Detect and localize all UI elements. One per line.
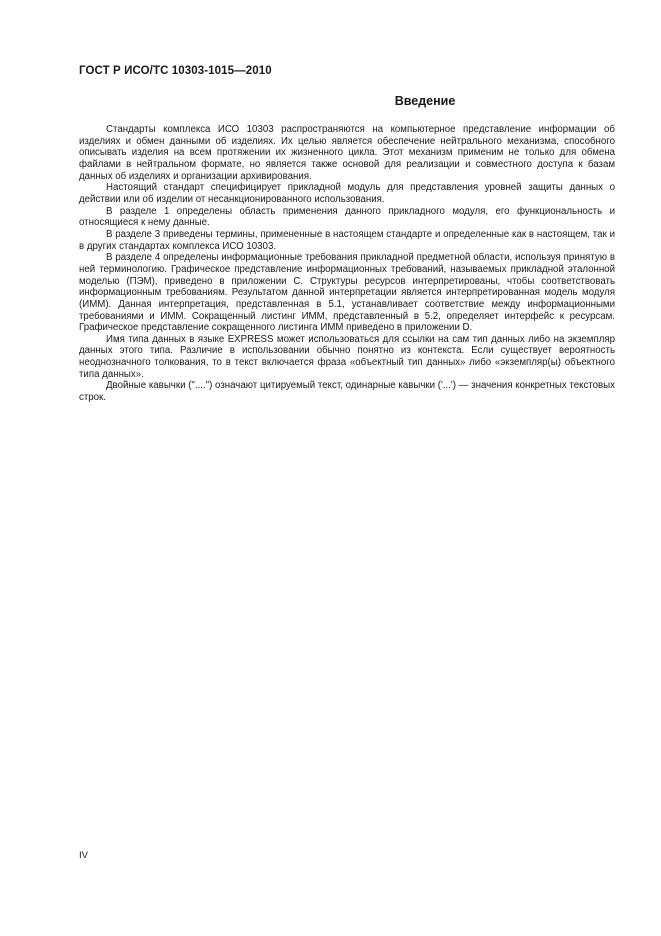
paragraph-section-4: В разделе 4 определены информационные требования прикладной предметной области, используя принятую в ней терминологию. Графическое представление информационных требований, называемых прикладной эталонной моделью (ПЭМ), приведено в приложении С. Структуры ресурсов интерпретированы, чтобы соответствовать информационным требованиям. Результатом данной интерпретации является интерпретированная модель модуля (ИММ). Данная интерпретация, представленная в 5.1, устанавливает соответствие между информационными требованиями и ИММ. Сокращенный листинг ИММ, представленный в 5.2, определяет интерфейс к ресурсам. Графическое представление сокращенного листинга ИММ приведено в приложении D. bbox=[79, 252, 615, 334]
introduction-body bbox=[79, 124, 615, 404]
paragraph-section-3: В разделе 3 приведены термины, примененные в настоящем стандарте и определенные как в настоящем, так и в других стандартах комплекса ИСО 10303. bbox=[79, 228, 615, 252]
page-number: IV bbox=[79, 850, 88, 861]
paragraph-section-1: В разделе 1 определены область применения данного прикладного модуля, его функциональность и относящиеся к нему данные. bbox=[79, 205, 615, 229]
section-title bbox=[79, 94, 619, 108]
standard-code-header: ГОСТ Р ИСО/ТС 10303-1015—2010 bbox=[79, 65, 272, 77]
paragraph-express-types: Имя типа данных в языке EXPRESS может использоваться для ссылки на сам тип данных либо на экземпляр данных этого типа. Различие в использовании обычно понятно из контекста. Если существует вероятность неоднозначного толкования, то в текст включается фраза «объектный тип данных» либо «экземпляр(ы) объектного типа данных». bbox=[79, 333, 615, 380]
section-title-text: Введение bbox=[394, 94, 456, 108]
paragraph-quotation-marks: Двойные кавычки ("....") означают цитируемый текст, одинарные кавычки ('...') — значения конкретных текстовых строк. bbox=[79, 380, 615, 404]
paragraph-module-purpose: Настоящий стандарт специфицирует прикладной модуль для представления уровней защиты данных о действии или об изделии от несанкционированного использования. bbox=[79, 182, 615, 205]
paragraph-scope: Стандарты комплекса ИСО 10303 распространяются на компьютерное представление информации об изделиях и обмен данными об изделиях. Их целью является обеспечение нейтрального механизма, способного описывать изделия на всем протяжении их жизненного цикла. Этот механизм применим не только для обмена файлами в нейтральном формате, но является также основой для реализации и совместного доступа к базам данных об изделиях и организации архивирования. bbox=[79, 124, 615, 182]
